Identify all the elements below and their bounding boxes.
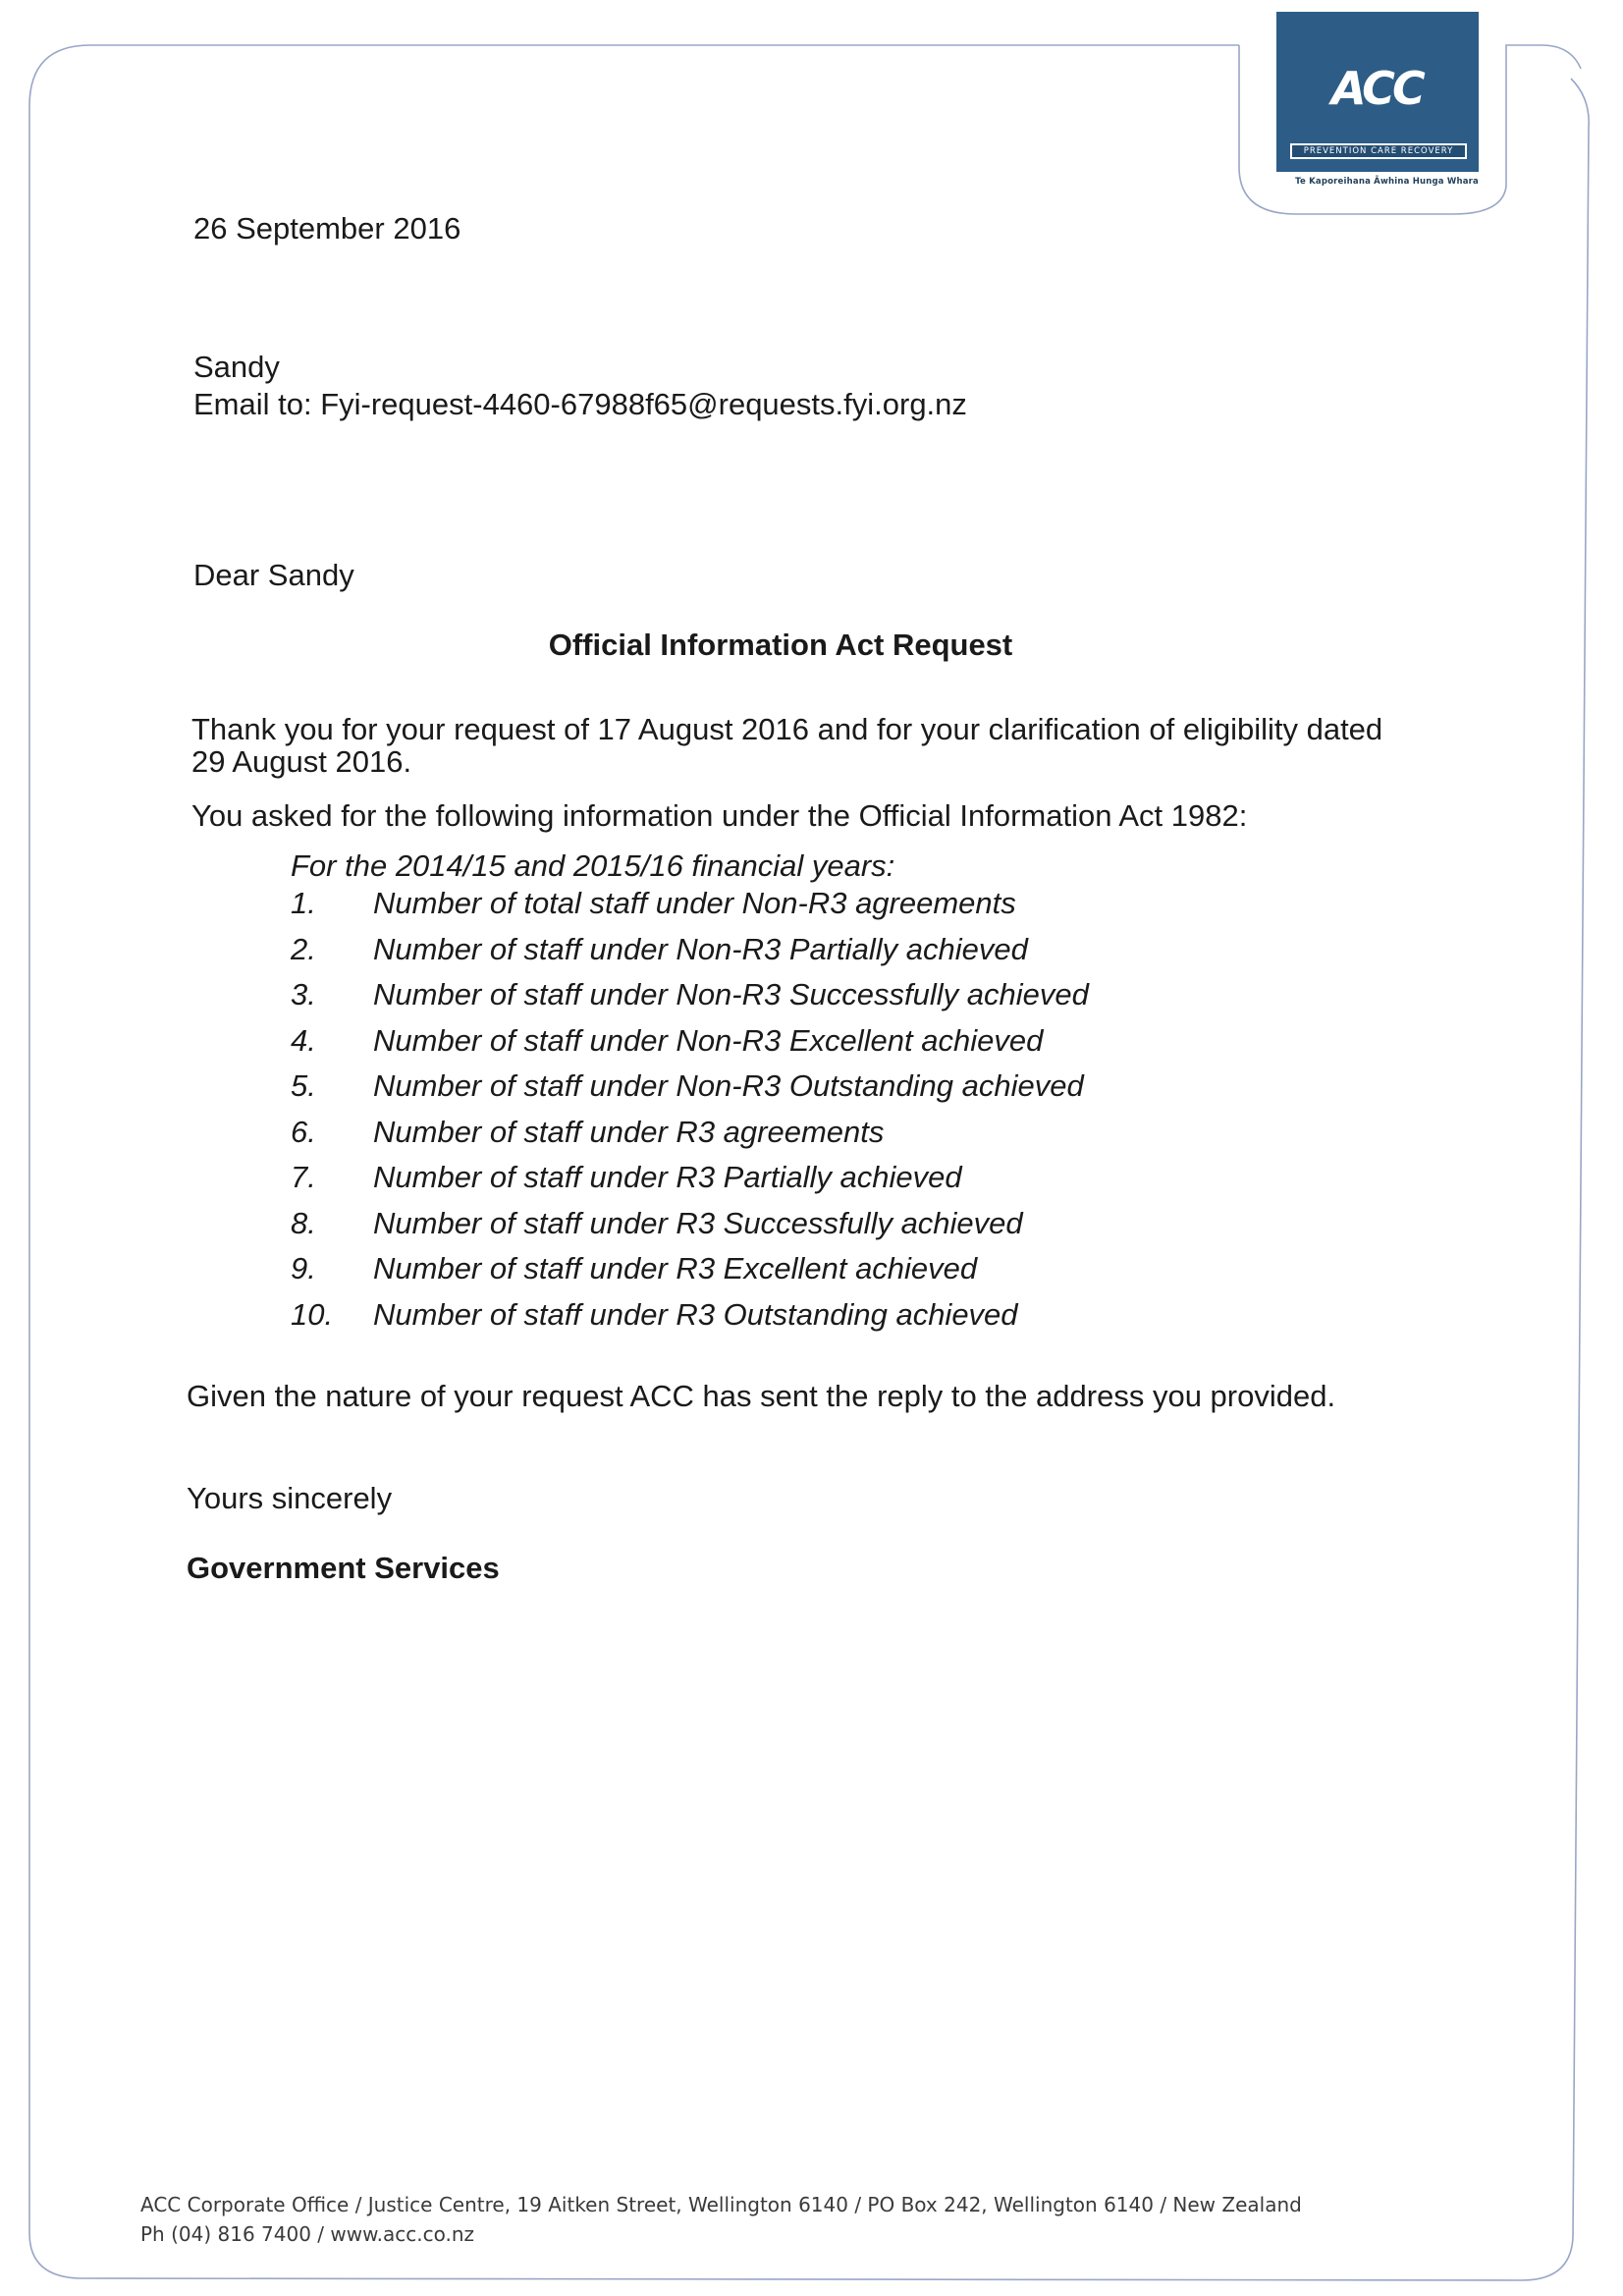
- request-list: [291, 886, 1089, 1342]
- item-number: 6.: [291, 1114, 316, 1149]
- footer-contact: Ph (04) 816 7400 / www.acc.co.nz: [140, 2222, 474, 2246]
- quote-intro: For the 2014/15 and 2015/16 financial years:: [291, 848, 895, 883]
- logo-maori-name: Te Kaporeihana Āwhina Hunga Whara: [1295, 177, 1479, 187]
- list-item: [291, 1160, 1089, 1206]
- logo-blue-panel: [1276, 12, 1479, 172]
- list-item: [291, 977, 1089, 1023]
- item-text: Number of staff under R3 Successfully achieved: [373, 1205, 1023, 1240]
- paragraph-request-summary: You asked for the following information under the Official Information Act 1982:: [191, 798, 1248, 833]
- item-text: Number of staff under Non-R3 Excellent achieved: [373, 1022, 1044, 1058]
- recipient-email: Email to: Fyi-request-4460-67988f65@requests.fyi.org.nz: [193, 387, 967, 421]
- item-text: Number of staff under Non-R3 Outstanding achieved: [373, 1068, 1084, 1103]
- list-item: [291, 1297, 1089, 1343]
- acc-logo: [1276, 12, 1479, 204]
- item-text: Number of total staff under Non-R3 agreements: [373, 886, 1016, 920]
- letter-subject: Official Information Act Request: [548, 628, 1013, 662]
- item-text: Number of staff under R3 Excellent achieved: [373, 1251, 978, 1285]
- salutation: Dear Sandy: [193, 558, 354, 592]
- closing: Yours sincerely: [187, 1481, 393, 1515]
- list-item: [291, 932, 1089, 978]
- logo-tagline-bar: [1290, 143, 1467, 159]
- item-number: 7.: [291, 1160, 316, 1194]
- paragraph-intro: Thank you for your request of 17 August 2016 and for your clarification of eligibility dated 29 August 2016.: [191, 712, 1383, 780]
- request-quote: [291, 848, 1089, 1342]
- item-number: 9.: [291, 1251, 316, 1285]
- item-text: Number of staff under R3 agreements: [373, 1114, 885, 1149]
- letter-date: 26 September 2016: [193, 211, 461, 246]
- item-number: 3.: [291, 977, 316, 1011]
- item-text: Number of staff under R3 Outstanding achieved: [373, 1296, 1018, 1332]
- list-item: [291, 1251, 1089, 1297]
- item-number: 10.: [291, 1296, 334, 1332]
- paragraph-reply-note: Given the nature of your request ACC has sent the reply to the address you provided.: [187, 1379, 1336, 1413]
- list-item: [291, 1068, 1089, 1115]
- item-text: Number of staff under Non-R3 Successfully achieved: [373, 977, 1089, 1011]
- item-text: Number of staff under R3 Partially achieved: [373, 1160, 962, 1194]
- item-text: Number of staff under Non-R3 Partially achieved: [373, 931, 1028, 966]
- recipient-name: Sandy: [193, 350, 280, 384]
- item-number: 5.: [291, 1068, 316, 1103]
- signatory: Government Services: [187, 1551, 500, 1585]
- list-item: [291, 1023, 1089, 1069]
- item-number: 1.: [291, 886, 316, 920]
- letter-footer: [140, 2190, 1302, 2249]
- footer-address: ACC Corporate Office / Justice Centre, 19 Aitken Street, Wellington 6140 / PO Box 242, Wellington 6140 / New Zealand: [140, 2193, 1302, 2216]
- logo-wordmark: ACC: [1331, 62, 1423, 115]
- list-item: [291, 1115, 1089, 1161]
- list-item: [291, 1206, 1089, 1252]
- list-item: [291, 886, 1089, 932]
- item-number: 4.: [291, 1022, 316, 1058]
- logo-tagline: PREVENTION CARE RECOVERY: [1292, 145, 1465, 157]
- item-number: 2.: [291, 931, 316, 966]
- item-number: 8.: [291, 1205, 316, 1240]
